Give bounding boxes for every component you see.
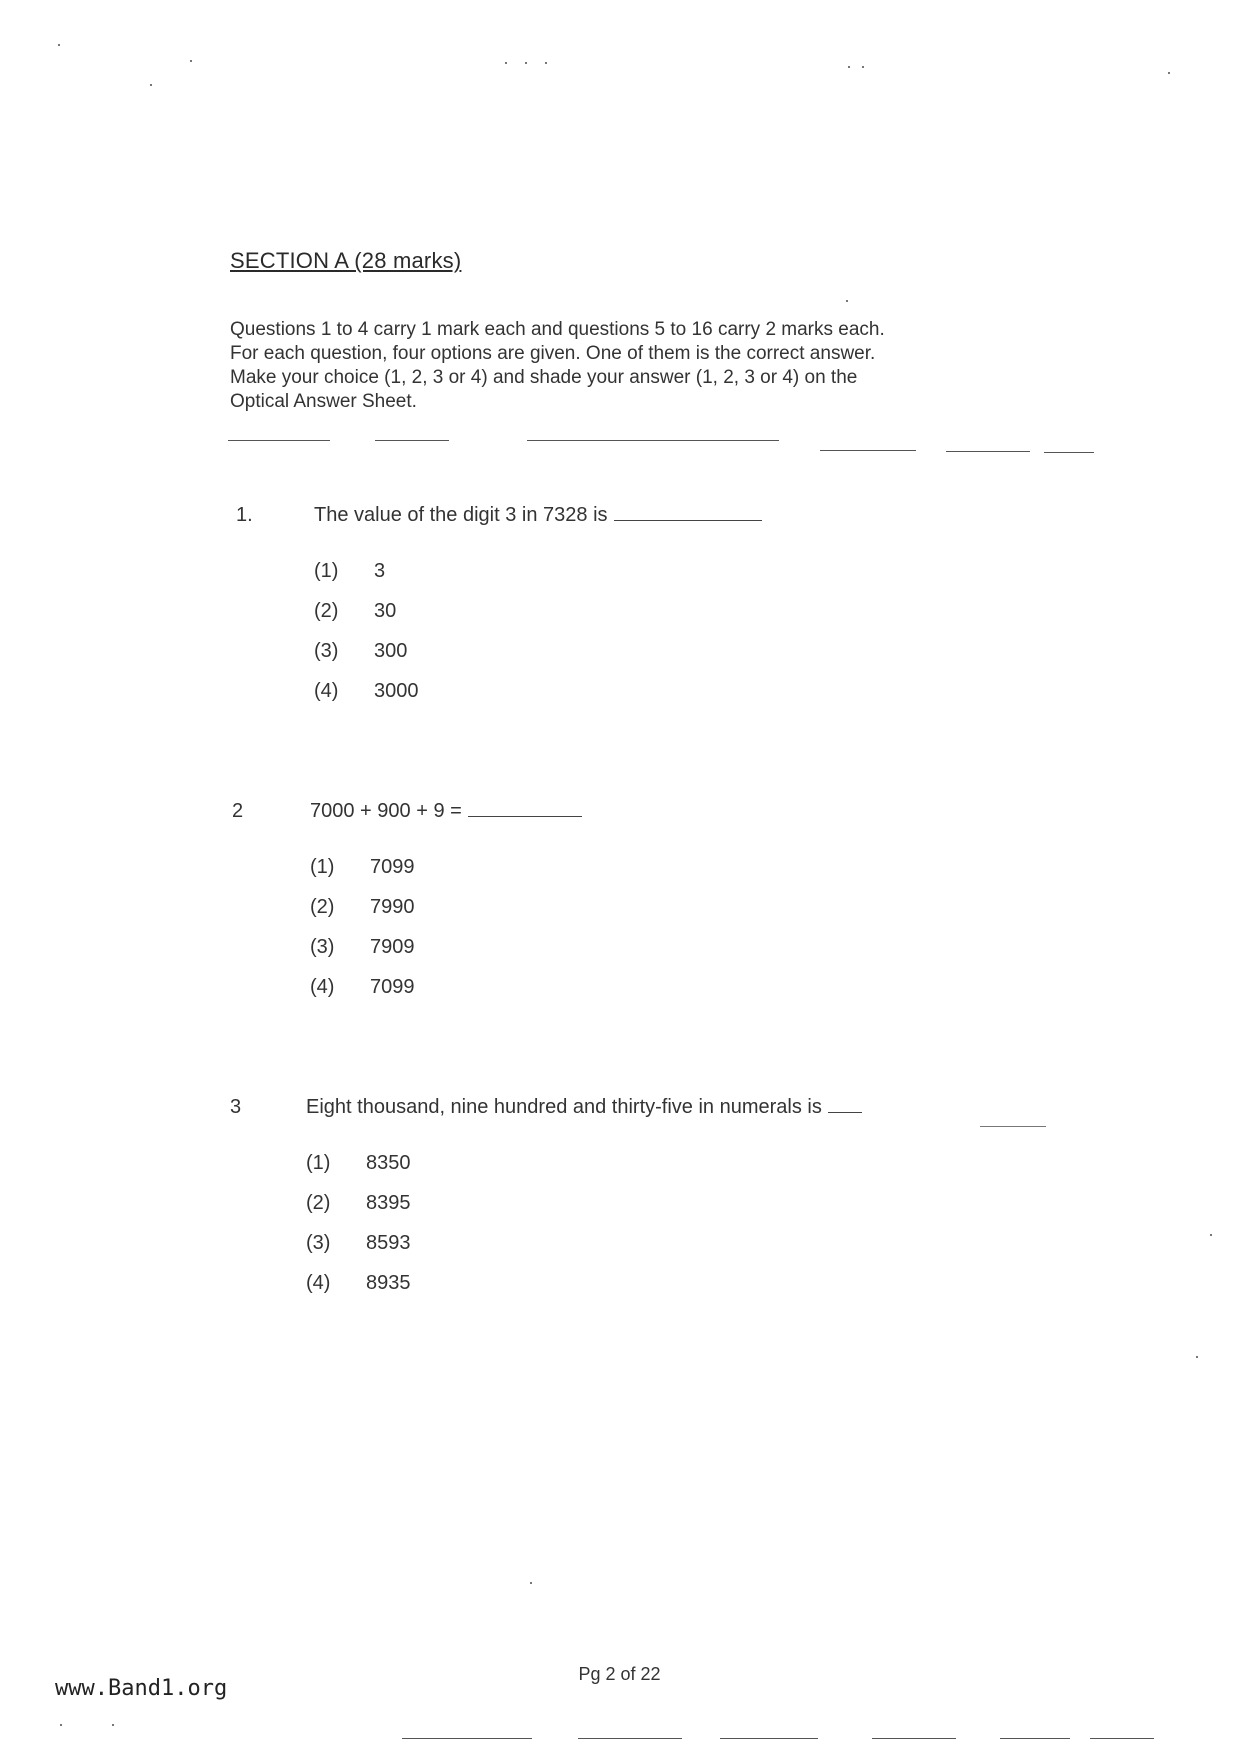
footer-rule [872,1738,956,1739]
option-value: 7909 [370,936,415,958]
footer-rule [720,1738,818,1739]
option-item [314,640,419,680]
scan-speck [846,300,848,302]
instruction-line: Optical Answer Sheet. [230,391,417,412]
option-value: 8350 [366,1152,411,1174]
separator-rule [946,451,1030,452]
option-label: (1) [306,1152,331,1174]
separator-rule [980,1126,1046,1127]
option-value: 3 [374,560,386,582]
separator-rule [228,440,330,441]
option-label: (2) [314,600,339,622]
question-prompt: The value of the digit 3 in 7328 is [314,504,608,526]
question-prompt: Eight thousand, nine hundred and thirty-five in numerals is [306,1096,822,1118]
option-item [306,1272,411,1312]
question-number: 2 [232,800,244,822]
instructions [230,318,1050,414]
option-label: (4) [314,680,339,702]
separator-rule [1044,452,1094,453]
scan-speck [1168,72,1170,74]
scan-speck [150,84,152,86]
option-label: (2) [306,1192,331,1214]
instruction-line: For each question, four options are given. One of them is the correct answer. [230,343,876,364]
option-item [306,1192,411,1232]
option-label: (4) [310,976,335,998]
scan-speck [1196,1356,1198,1358]
footer-rule [402,1738,532,1739]
option-item [310,896,415,936]
instruction-line: Make your choice (1, 2, 3 or 4) and shade your answer (1, 2, 3 or 4) on the [230,367,858,388]
option-item [310,936,415,976]
option-item [306,1232,411,1272]
option-item [306,1152,411,1192]
scan-speck [525,62,527,64]
instruction-line: Questions 1 to 4 carry 1 mark each and questions 5 to 16 carry 2 marks each. [230,319,885,340]
answer-blank [828,1098,862,1113]
option-value: 3000 [374,680,419,702]
scan-speck [112,1724,114,1726]
option-item [310,976,415,1016]
section-title: SECTION A (28 marks) [230,248,462,273]
option-item [310,856,415,896]
option-label: (3) [306,1232,331,1254]
question-text [314,504,762,527]
question-prompt: 7000 + 900 + 9 = [310,800,462,822]
option-label: (3) [314,640,339,662]
separator-rule [527,440,779,441]
option-value: 8593 [366,1232,411,1254]
website-watermark: www.Band1.org [55,1676,228,1701]
option-list [314,560,419,720]
option-value: 8935 [366,1272,411,1294]
footer-rule [578,1738,682,1739]
separator-rule [820,450,916,451]
page-number: Pg 2 of 22 [578,1664,661,1684]
footer-rule [1000,1738,1070,1739]
option-list [306,1152,411,1312]
option-label: (1) [314,560,339,582]
footer-rule [1090,1738,1154,1739]
option-label: (3) [310,936,335,958]
question-number: 1. [236,504,253,526]
scan-speck [862,66,864,68]
option-list [310,856,415,1016]
option-label: (4) [306,1272,331,1294]
option-value: 8395 [366,1192,411,1214]
option-value: 7990 [370,896,415,918]
option-value: 7099 [370,856,415,878]
scan-speck [505,62,507,64]
option-item [314,600,419,640]
option-value: 300 [374,640,408,662]
question-text [306,1096,862,1119]
question-text [310,800,582,823]
answer-blank [614,506,762,521]
scan-speck [530,1582,532,1584]
scan-speck [60,1724,62,1726]
answer-blank [468,802,582,817]
separator-rule [375,440,449,441]
option-value: 30 [374,600,397,622]
scan-speck [848,66,850,68]
scan-speck [545,62,547,64]
option-value: 7099 [370,976,415,998]
question-number: 3 [230,1096,242,1118]
option-label: (2) [310,896,335,918]
scan-speck [1210,1234,1212,1236]
option-label: (1) [310,856,335,878]
scan-speck [58,44,60,46]
scan-speck [190,60,192,62]
option-item [314,560,419,600]
option-item [314,680,419,720]
